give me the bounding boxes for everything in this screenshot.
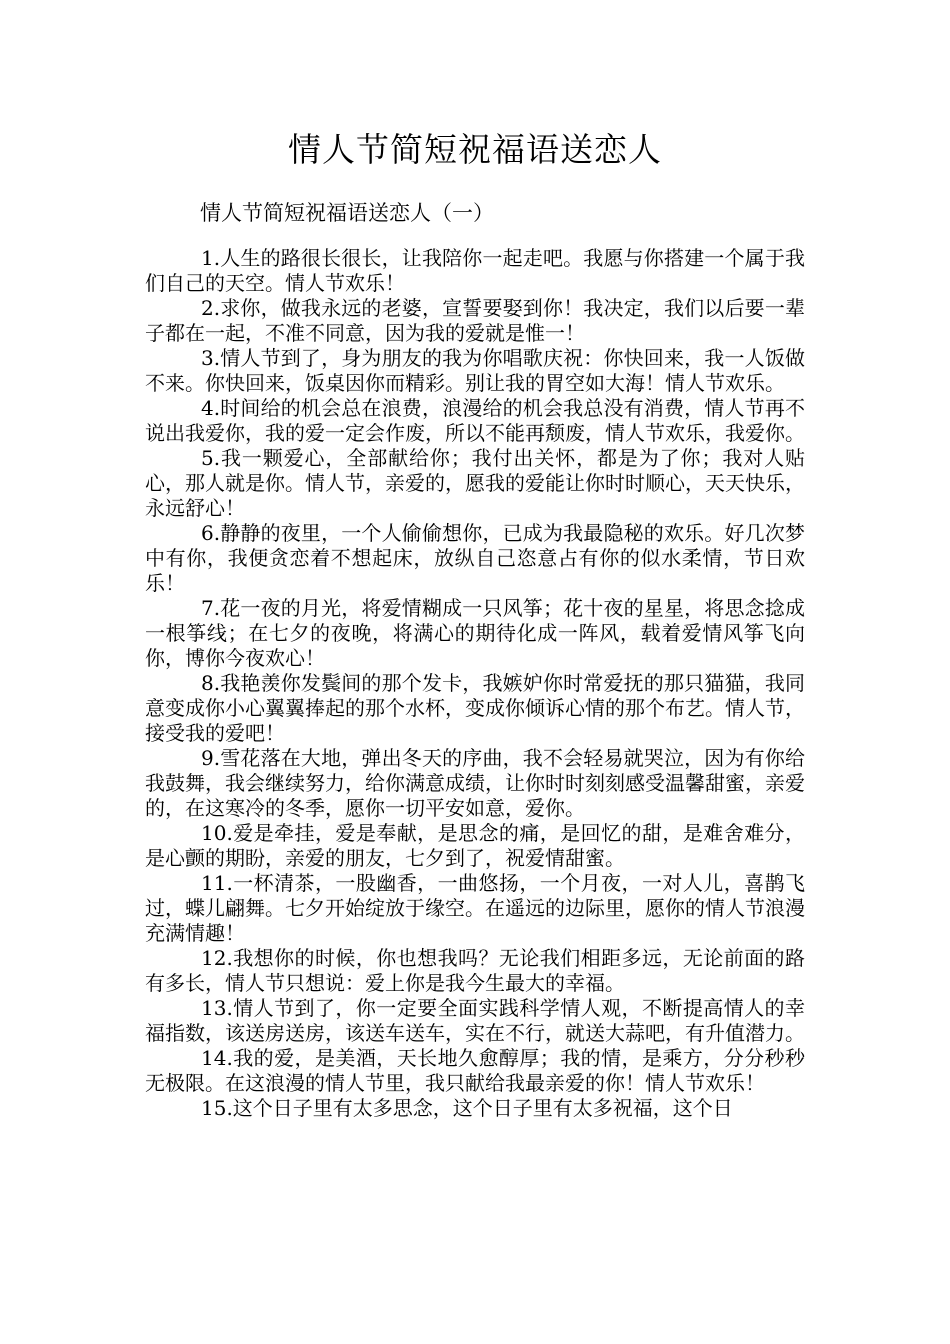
paragraph-15: 15.这个日子里有太多思念，这个日子里有太多祝福，这个日 xyxy=(201,1096,733,1120)
paragraph-2: 2.求你，做我永远的老婆，宣誓要娶到你！我决定，我们以后要一辈子都在一起，不准不同意，因为我的爱就是惟一！ xyxy=(145,296,805,345)
paragraph-4: 4.时间给的机会总在浪费，浪漫给的机会我总没有消费，情人节再不说出我爱你，我的爱一定会作废，所以不能再颓废，情人节欢乐，我爱你。 xyxy=(145,396,805,445)
paragraph-9: 9.雪花落在大地，弹出冬天的序曲，我不会轻易就哭泣，因为有你给我鼓舞，我会继续努力，给你满意成绩，让你时时刻刻感受温馨甜蜜，亲爱的，在这寒冷的冬季，愿你一切平安如意，爱你。 xyxy=(145,746,805,820)
document-title: 情人节简短祝福语送恋人 xyxy=(288,130,662,169)
section-heading: 情人节简短祝福语送恋人（一） xyxy=(200,201,494,225)
paragraph-7: 7.花一夜的月光，将爱情糊成一只风筝；花十夜的星星，将思念捻成一根筝线；在七夕的夜晚，将满心的期待化成一阵风，载着爱情风筝飞向你，博你今夜欢心！ xyxy=(145,596,805,670)
paragraph-5: 5.我一颗爱心，全部献给你；我付出关怀，都是为了你；我对人贴心，那人就是你。情人节，亲爱的，愿我的爱能让你时时顺心，天天快乐，永远舒心！ xyxy=(145,446,805,520)
paragraph-1: 1.人生的路很长很长，让我陪你一起走吧。我愿与你搭建一个属于我们自己的天空。情人节欢乐！ xyxy=(145,246,805,295)
paragraph-12: 12.我想你的时候，你也想我吗？无论我们相距多远，无论前面的路有多长，情人节只想说：爱上你是我今生最大的幸福。 xyxy=(145,946,805,995)
paragraph-14: 14.我的爱，是美酒，天长地久愈醇厚；我的情，是乘方，分分秒秒无极限。在这浪漫的情人节里，我只献给我最亲爱的你！情人节欢乐！ xyxy=(145,1046,805,1095)
paragraph-3: 3.情人节到了，身为朋友的我为你唱歌庆祝：你快回来，我一人饭做不来。你快回来，饭桌因你而精彩。别让我的胃空如大海！情人节欢乐。 xyxy=(145,346,805,395)
paragraph-11: 11.一杯清茶，一股幽香，一曲悠扬，一个月夜，一对人儿，喜鹊飞过，蝶儿翩舞。七夕开始绽放于缘空。在遥远的边际里，愿你的情人节浪漫充满情趣！ xyxy=(145,871,805,945)
paragraph-13: 13.情人节到了，你一定要全面实践科学情人观，不断提高情人的幸福指数，该送房送房，该送车送车，实在不行，就送大蒜吧，有升值潜力。 xyxy=(145,996,805,1045)
paragraph-8: 8.我艳羡你发鬓间的那个发卡，我嫉妒你时常爱抚的那只猫猫，我同意变成你小心翼翼捧起的那个水杯，变成你倾诉心情的那个布艺。情人节，接受我的爱吧！ xyxy=(145,671,805,745)
paragraph-10: 10.爱是牵挂，爱是奉献，是思念的痛，是回忆的甜，是难舍难分，是心颤的期盼，亲爱的朋友，七夕到了，祝爱情甜蜜。 xyxy=(145,821,805,870)
paragraph-6: 6.静静的夜里，一个人偷偷想你，已成为我最隐秘的欢乐。好几次梦中有你，我便贪恋着不想起床，放纵自己恣意占有你的似水柔情，节日欢乐！ xyxy=(145,521,805,595)
document-body xyxy=(145,246,805,1121)
